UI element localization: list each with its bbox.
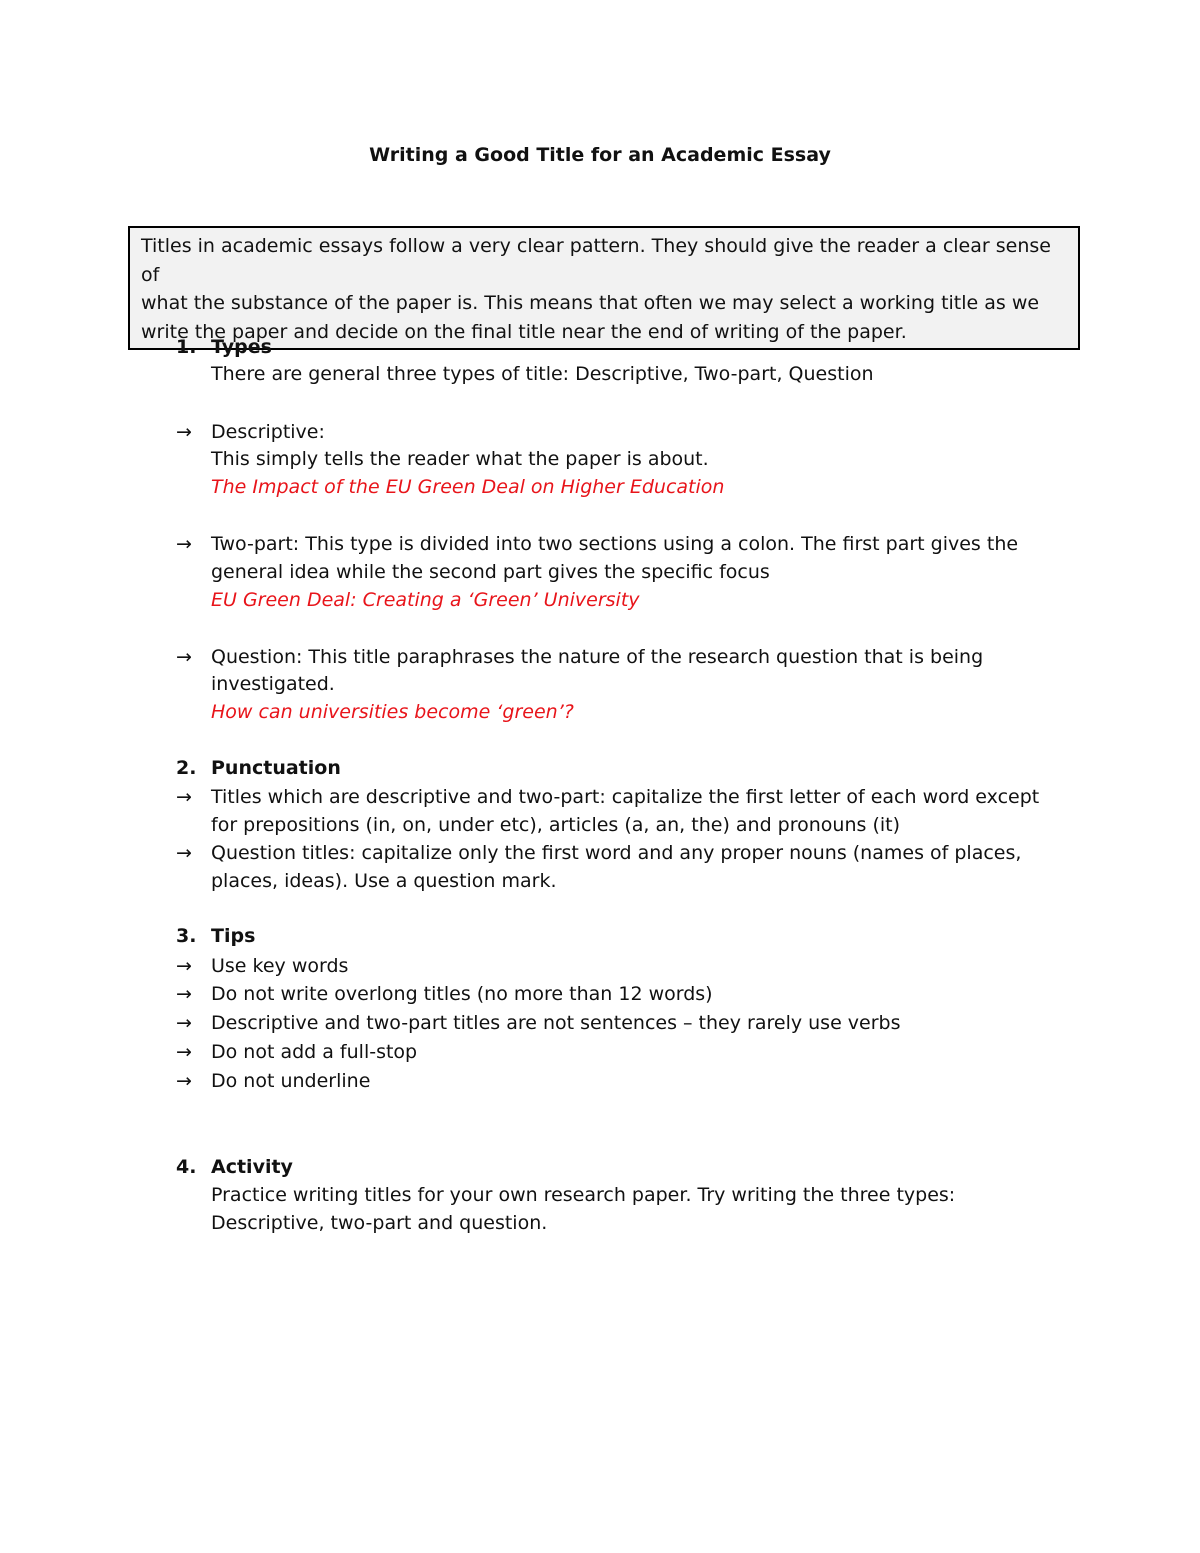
section-heading: Punctuation — [211, 757, 341, 779]
page-title: Writing a Good Title for an Academic Essay — [369, 144, 831, 166]
section-number: 1. — [176, 336, 197, 358]
arrow-icon: → — [176, 421, 192, 443]
list-item: Do not add a full-stop — [211, 1041, 418, 1063]
list-item: Titles which are descriptive and two-part: capitalize the first letter of each word except — [211, 786, 1040, 808]
list-item-continuation: for prepositions (in, on, under etc), articles (a, an, the) and pronouns (it) — [211, 814, 901, 836]
example-title: How can universities become ‘green’? — [211, 701, 574, 723]
arrow-icon: → — [176, 955, 192, 977]
section-heading: Types — [211, 336, 272, 358]
intro-box — [128, 226, 1080, 350]
section-heading: Activity — [211, 1156, 293, 1178]
intro-line: Titles in academic essays follow a very clear pattern. They should give the reader a clear sense of — [141, 235, 1051, 286]
type-question-text: investigated. — [211, 673, 335, 695]
type-two-part-text: Two-part: This type is divided into two sections using a colon. The first part gives the — [211, 533, 1019, 555]
list-item-continuation: places, ideas). Use a question mark. — [211, 870, 557, 892]
type-descriptive-text: This simply tells the reader what the paper is about. — [211, 448, 709, 470]
arrow-icon: → — [176, 983, 192, 1005]
list-item: Do not write overlong titles (no more than 12 words) — [211, 983, 713, 1005]
type-two-part-text: general idea while the second part gives the specific focus — [211, 561, 770, 583]
list-item: Do not underline — [211, 1070, 371, 1092]
type-question-text: Question: This title paraphrases the nature of the research question that is being — [211, 646, 984, 668]
example-title: EU Green Deal: Creating a ‘Green’ University — [211, 589, 640, 611]
section-text: Practice writing titles for your own research paper. Try writing the three types: — [211, 1184, 956, 1206]
section-number: 2. — [176, 757, 197, 779]
arrow-icon: → — [176, 533, 192, 555]
arrow-icon: → — [176, 786, 192, 808]
intro-line: write the paper and decide on the final title near the end of writing of the paper. — [141, 320, 907, 343]
arrow-icon: → — [176, 842, 192, 864]
intro-line: what the substance of the paper is. This means that often we may select a working title as we — [141, 292, 1040, 314]
arrow-icon: → — [176, 1041, 192, 1063]
arrow-icon: → — [176, 1012, 192, 1034]
type-descriptive-label: Descriptive: — [211, 421, 325, 443]
list-item: Descriptive and two-part titles are not sentences – they rarely use verbs — [211, 1012, 901, 1034]
section-text: There are general three types of title: Descriptive, Two-part, Question — [211, 363, 874, 385]
section-text: Descriptive, two-part and question. — [211, 1212, 548, 1234]
arrow-icon: → — [176, 1070, 192, 1092]
list-item: Use key words — [211, 955, 349, 977]
section-heading: Tips — [211, 925, 256, 947]
list-item: Question titles: capitalize only the first word and any proper nouns (names of places, — [211, 842, 1022, 864]
example-title: The Impact of the EU Green Deal on Higher Education — [211, 476, 725, 498]
section-number: 4. — [176, 1156, 197, 1178]
arrow-icon: → — [176, 646, 192, 668]
section-number: 3. — [176, 925, 197, 947]
